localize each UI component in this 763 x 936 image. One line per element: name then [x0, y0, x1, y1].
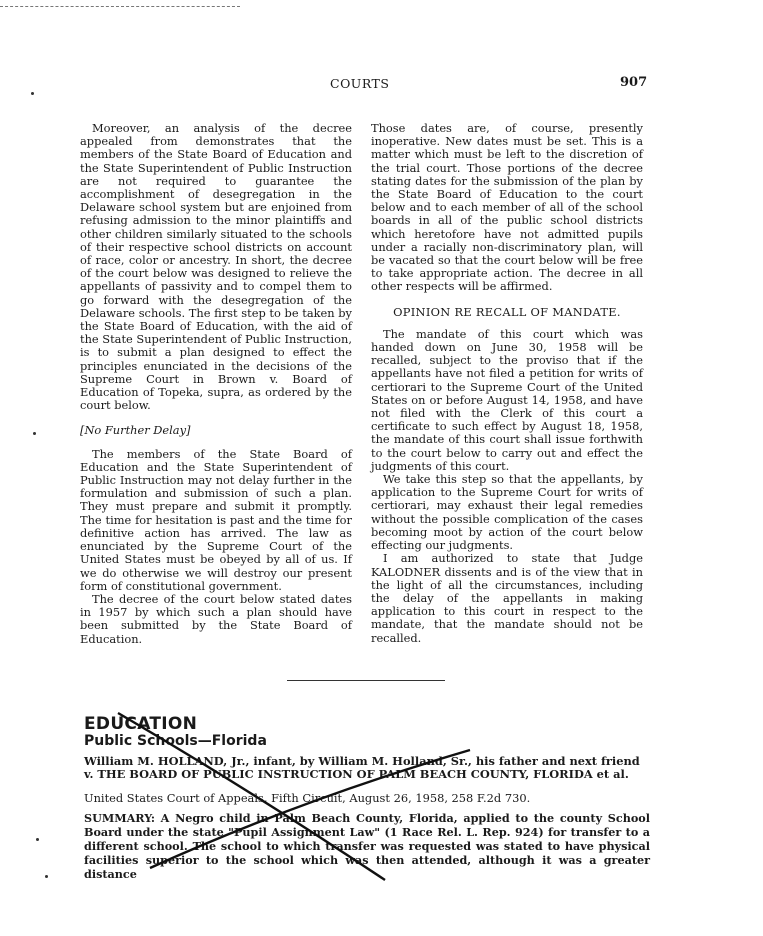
margin-mark	[36, 838, 39, 841]
margin-mark	[45, 875, 48, 878]
section-title: EDUCATION	[84, 714, 198, 734]
case-title: William M. HOLLAND, Jr., infant, by William M. Holland, Sr., his father and next friend v. THE BOARD OF PUBLIC INSTRUCTION OF PALM BEACH COUNTY, FLORIDA et al.	[84, 754, 640, 781]
case-summary: SUMMARY: A Negro child in Palm Beach County, Florida, applied to the county School Board under the state "Pupil Assignment Law" (1 Race Rel. L. Rep. 924) for transfer to a different school. The school to which transfer was requested was stated to have physical facilities superior to the school which was then attended, although it was a greater distance	[84, 811, 650, 881]
paragraph: Those dates are, of course, presently inoperative. New dates must be set. This is a matter which must be left to the discretion of the trial court. Those portions of the decree stating dates for the submission of the plan by the State Board of Education to the court below and to each member of all of the school boards in all of the public school districts which heretofore have not admitted pupils under a racially non-discriminatory plan, will be vacated so that the court below will be free to take appropriate action. The decree in all other respects will be affirmed.	[371, 121, 643, 294]
paragraph: The members of the State Board of Education and the State Superintendent of Public Instruction may not delay further in the formulation and submission of such a plan. They must prepare and submit it promptly. The time for hesitation is past and the time for definitive action has arrived. The law as enunciated by the Supreme Court of the United States must be obeyed by all of us. If we do otherwise we will destroy our present form of constitutional government.	[80, 446, 352, 593]
margin-mark	[31, 92, 34, 95]
subheading: [No Further Delay]	[80, 423, 191, 438]
running-header: COURTS	[330, 76, 390, 91]
paragraph: I am authorized to state that Judge KALODNER dissents and is of the view that in the light of all the circumstances, including the delay of the appellants in making application to this court in respect to the mandate, that the mandate should not be recalled.	[371, 551, 643, 645]
paragraph: The mandate of this court which was handed down on June 30, 1958 will be recalled, subject to the proviso that if the appellants have not filed a petition for writs of certiorari to the Supreme Court of the United States on or before August 14, 1958, and have not filed with the Clerk of this court a certificate to such effect by August 18, 1958, the mandate of this court shall issue forthwith to the court below to carry out and effect the judgments of this court.	[371, 326, 643, 473]
section-subtitle: Public Schools—Florida	[84, 733, 267, 749]
opinion-heading: OPINION RE RECALL OF MANDATE.	[393, 304, 621, 319]
paragraph: The decree of the court below stated dates in 1957 by which such a plan should have been submitted by the State Board of Education.	[80, 591, 352, 646]
paragraph: Moreover, an analysis of the decree appealed from demonstrates that the members of the State Board of Education and the State Superintendent of Public Instruction are not required to guarantee the accomplishment of desegregation in the Delaware school system but are enjoined from refusing admission to the minor plaintiffs and other children similarly situated to the schools of their respective school districts on account of race, color or ancestry. In short, the decree of the court below was designed to relieve the appellants of passivity and to compel them to go forward with the desegregation of the Delaware schools. The first step to be taken by the State Board of Education, with the aid of the State Superintendent of Public Instruction, is to submit a plan designed to effect the principles enunciated in the decisions of the Supreme Court in Brown v. Board of Education of Topeka, supra, as ordered by the court below.	[80, 121, 352, 413]
paragraph: We take this step so that the appellants, by application to the Supreme Court for writs of certiorari, may exhaust their legal remedies without the possible complication of the cases becoming moot by action of the court below effecting our judgments.	[371, 472, 643, 553]
court-citation: United States Court of Appeals, Fifth Circuit, August 26, 1958, 258 F.2d 730.	[84, 791, 531, 805]
page-number: 907	[620, 75, 648, 90]
margin-mark	[33, 432, 36, 435]
